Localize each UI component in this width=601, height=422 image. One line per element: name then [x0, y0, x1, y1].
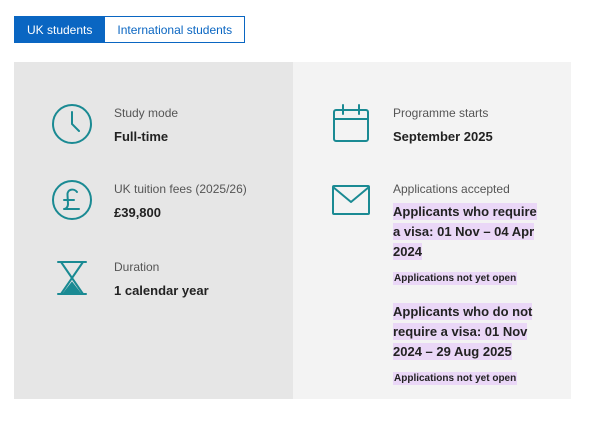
- tuition-fee-value: £39,800: [114, 205, 161, 220]
- tab-uk-students[interactable]: UK students: [14, 16, 105, 43]
- applications-label: Applications accepted: [393, 182, 510, 196]
- study-mode-value: Full-time: [114, 129, 169, 144]
- no-visa-application-window: Applicants who do not require a visa: 01 Nov 2024 – 29 Aug 2025: [393, 304, 533, 359]
- visa-application-status: Applications not yet open: [394, 273, 517, 284]
- duration-value: 1 calendar year: [114, 283, 209, 298]
- programme-start-label: Programme starts: [393, 106, 489, 120]
- duration-label: Duration: [114, 260, 160, 274]
- student-type-tabs: [14, 16, 245, 43]
- tuition-fee-label: UK tuition fees (2025/26): [114, 182, 247, 196]
- tab-international-students[interactable]: International students: [105, 16, 245, 43]
- key-facts-panel: [14, 62, 571, 399]
- key-facts-right-column: [293, 62, 571, 399]
- programme-start-value: September 2025: [393, 129, 493, 144]
- clock-icon: [50, 102, 94, 146]
- visa-application-window: Applicants who require a visa: 01 Nov – 04 Apr 2024: [393, 204, 537, 259]
- key-facts-left-column: [14, 62, 293, 399]
- study-mode-label: Study mode: [114, 106, 179, 120]
- no-visa-application-status: Applications not yet open: [394, 373, 517, 384]
- pound-icon: [50, 178, 94, 222]
- envelope-icon: [329, 178, 373, 222]
- calendar-icon: [329, 102, 373, 146]
- hourglass-icon: [50, 256, 94, 300]
